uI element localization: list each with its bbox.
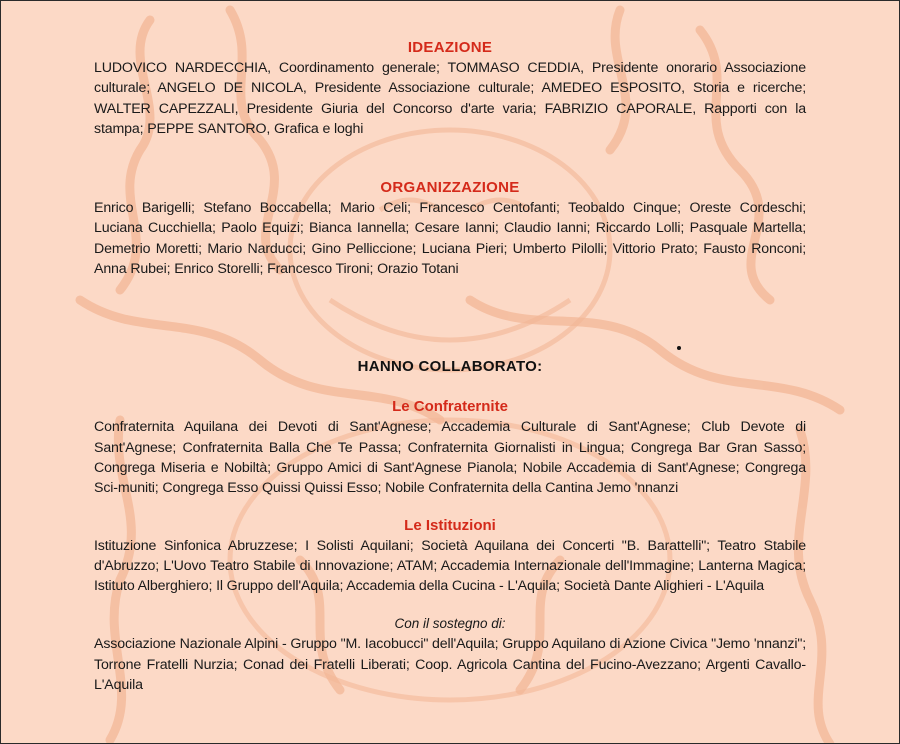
organizzazione-title: ORGANIZZAZIONE <box>380 179 520 197</box>
sostegno-label: Con il sostegno di: <box>394 616 506 632</box>
ideazione-title: IDEAZIONE <box>407 39 493 56</box>
sostegno-text: Associazione Nazionale Alpini - Gruppo "M. Iacobucci" dell'Aquila; Gruppo Aquilano di Azione Civica "Jemo 'nnanzi"; Torrone Fratelli Nurzia; Conad dei Fratelli Liberati; Coop. Agricola Cantina del Fucino-Avezzano; Argenti Cavallo-L'Aquila <box>94 636 806 694</box>
stray-dot <box>677 346 681 350</box>
istituzioni-text: Istituzione Sinfonica Abruzzese; I Solisti Aquilani; Società Aquilana dei Concerti "B. Barattelli"; Teatro Stabile d'Abruzzo; L'Uovo Teatro Stabile di Innovazione; ATAM; Accademia Internazionale dell'Immagine; Lanterna Magica; Istituto Alberghiero; Il Gruppo dell'Aquila; Accademia della Cucina - L'Aquila; Società Dante Alighieri - L'Aquila <box>94 537 806 595</box>
confraternite-text: Confraternita Aquilana dei Devoti di Sant'Agnese; Accademia Culturale di Sant'Agnese; Club Devote di Sant'Agnese; Confraternita Balla Che Te Passa; Confraternita Giornalisti in Lingua; Congrega Bar Gran Sasso; Congrega Miseria e Nobiltà; Gruppo Amici di Sant'Agnese Pianola; Nobile Accademia di Sant'Agnese; Congrega Sci-muniti; Congrega Esso Quissi Quissi Esso; Nobile Confraternita della Cantina Jemo 'nnanzi <box>94 419 806 497</box>
istituzioni-title: Le Istituzioni <box>404 516 496 534</box>
confraternite-title: Le Confraternite <box>392 398 508 416</box>
credits-content <box>94 38 806 695</box>
collaborato-title: HANNO COLLABORATO: <box>357 358 543 376</box>
organizzazione-text: Enrico Barigelli; Stefano Boccabella; Mario Celi; Francesco Centofanti; Teobaldo Cinque; Oreste Cordeschi; Luciana Cucchiella; Paolo Equizi; Bianca Iannella; Cesare Ianni; Claudio Ianni; Riccardo Lolli; Pasquale Martella; Demetrio Moretti; Mario Narducci; Gino Pelliccione; Luciana Pieri; Umberto Pilolli; Vittorio Prato; Fausto Ronconi; Anna Rubei; Enrico Storelli; Francesco Tironi; Orazio Totani <box>94 200 806 278</box>
ideazione-text: LUDOVICO NARDECCHIA, Coordinamento generale; TOMMASO CEDDIA, Presidente onorario Associazione culturale; ANGELO DE NICOLA, Presidente Associazione culturale; AMEDEO ESPOSITO, Storia e ricerche; WALTER CAPEZZALI, Presidente Giuria del Concorso d'arte varia; FABRIZIO CAPORALE, Rapporti con la stampa; PEPPE SANTORO, Grafica e loghi <box>94 60 806 137</box>
